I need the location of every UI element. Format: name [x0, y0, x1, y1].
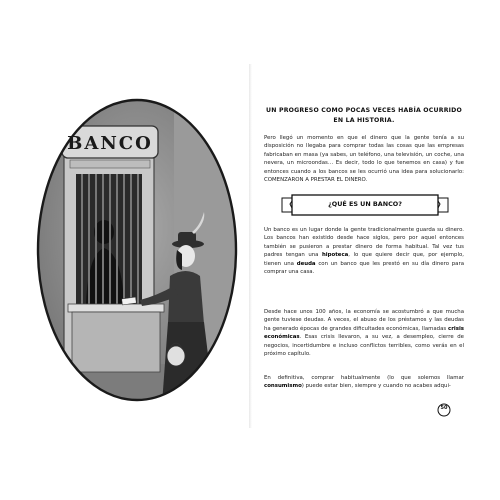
para4-text-b: ) puede estar bien, siempre y cuando no acabes adqui- — [301, 383, 451, 390]
paragraph-consumerism — [264, 374, 464, 391]
right-page — [252, 64, 478, 428]
left-page — [24, 64, 250, 428]
banner-title: ¿QUÉ ES UN BANCO? — [328, 200, 402, 208]
para4-text-a: En definitiva, comprar habitualmente (lo que solemos llamar — [264, 375, 464, 381]
bank-sign-text: BANCO — [67, 133, 153, 154]
section-heading-line1: UN PROGRESO COMO POCAS VECES HABÍA OCURRIDO — [266, 107, 462, 114]
term-deuda: deuda — [296, 260, 316, 267]
term-consumismo: consumismo — [264, 383, 302, 390]
page-number: 50 — [440, 405, 448, 411]
paragraph-economic-crises — [264, 308, 464, 358]
paragraph-bank-definition — [264, 226, 464, 276]
para2-text-a: Un banco es un lugar donde la gente tradicionalmente guarda su dinero. Los bancos han existido desde hace siglos, pero por aquel entonces también se pusieron a prestar dinero de forma habitual. Tal vez tus padres tengan una — [264, 227, 464, 259]
paragraph-intro: Pero llegó un momento en que el dinero que la gente tenía a su disposición no llegaba para comprar todas las cosas que las empresas fabricaban en masa (ya sabes, un teléfono, una televisión, un coche, una nevera, un microondas… Es decir, todo lo que tenemos en casa) y fue entonces cuando a los bancos se les ocurrió una idea para solucionarlo: COMENZARON A PRESTAR EL DINERO. — [264, 135, 464, 184]
para3-text-b: . Esas crisis llevaron, a su vez, a desempleo, cierre de negocios, incertidumbre e incluso conflictos terribles, como verás en el próximo capítulo. — [264, 334, 464, 358]
page-number-badge — [437, 402, 451, 416]
para3-text-a: Desde hace unos 100 años, la economía se acostumbró a que mucha gente tuviese deudas. A veces, el abuso de los préstamos y las deudas ha generado épocas de grandes dificultades económicas, llamadas — [264, 309, 464, 332]
para2-text-b: , lo que quiere decir que, por ejemplo, tienen una — [264, 252, 464, 267]
para2-text-c: con un banco que les prestó en su día dinero para comprar una casa. — [264, 260, 464, 276]
term-hipoteca: hipoteca — [321, 252, 349, 259]
section-heading-line2: EN LA HISTORIA. — [333, 117, 395, 124]
banner-heading — [280, 192, 450, 218]
bank-teller-window-illustration — [24, 64, 250, 428]
section-heading — [264, 106, 464, 126]
term-crisis-economicas: crisis económicas — [264, 325, 464, 341]
